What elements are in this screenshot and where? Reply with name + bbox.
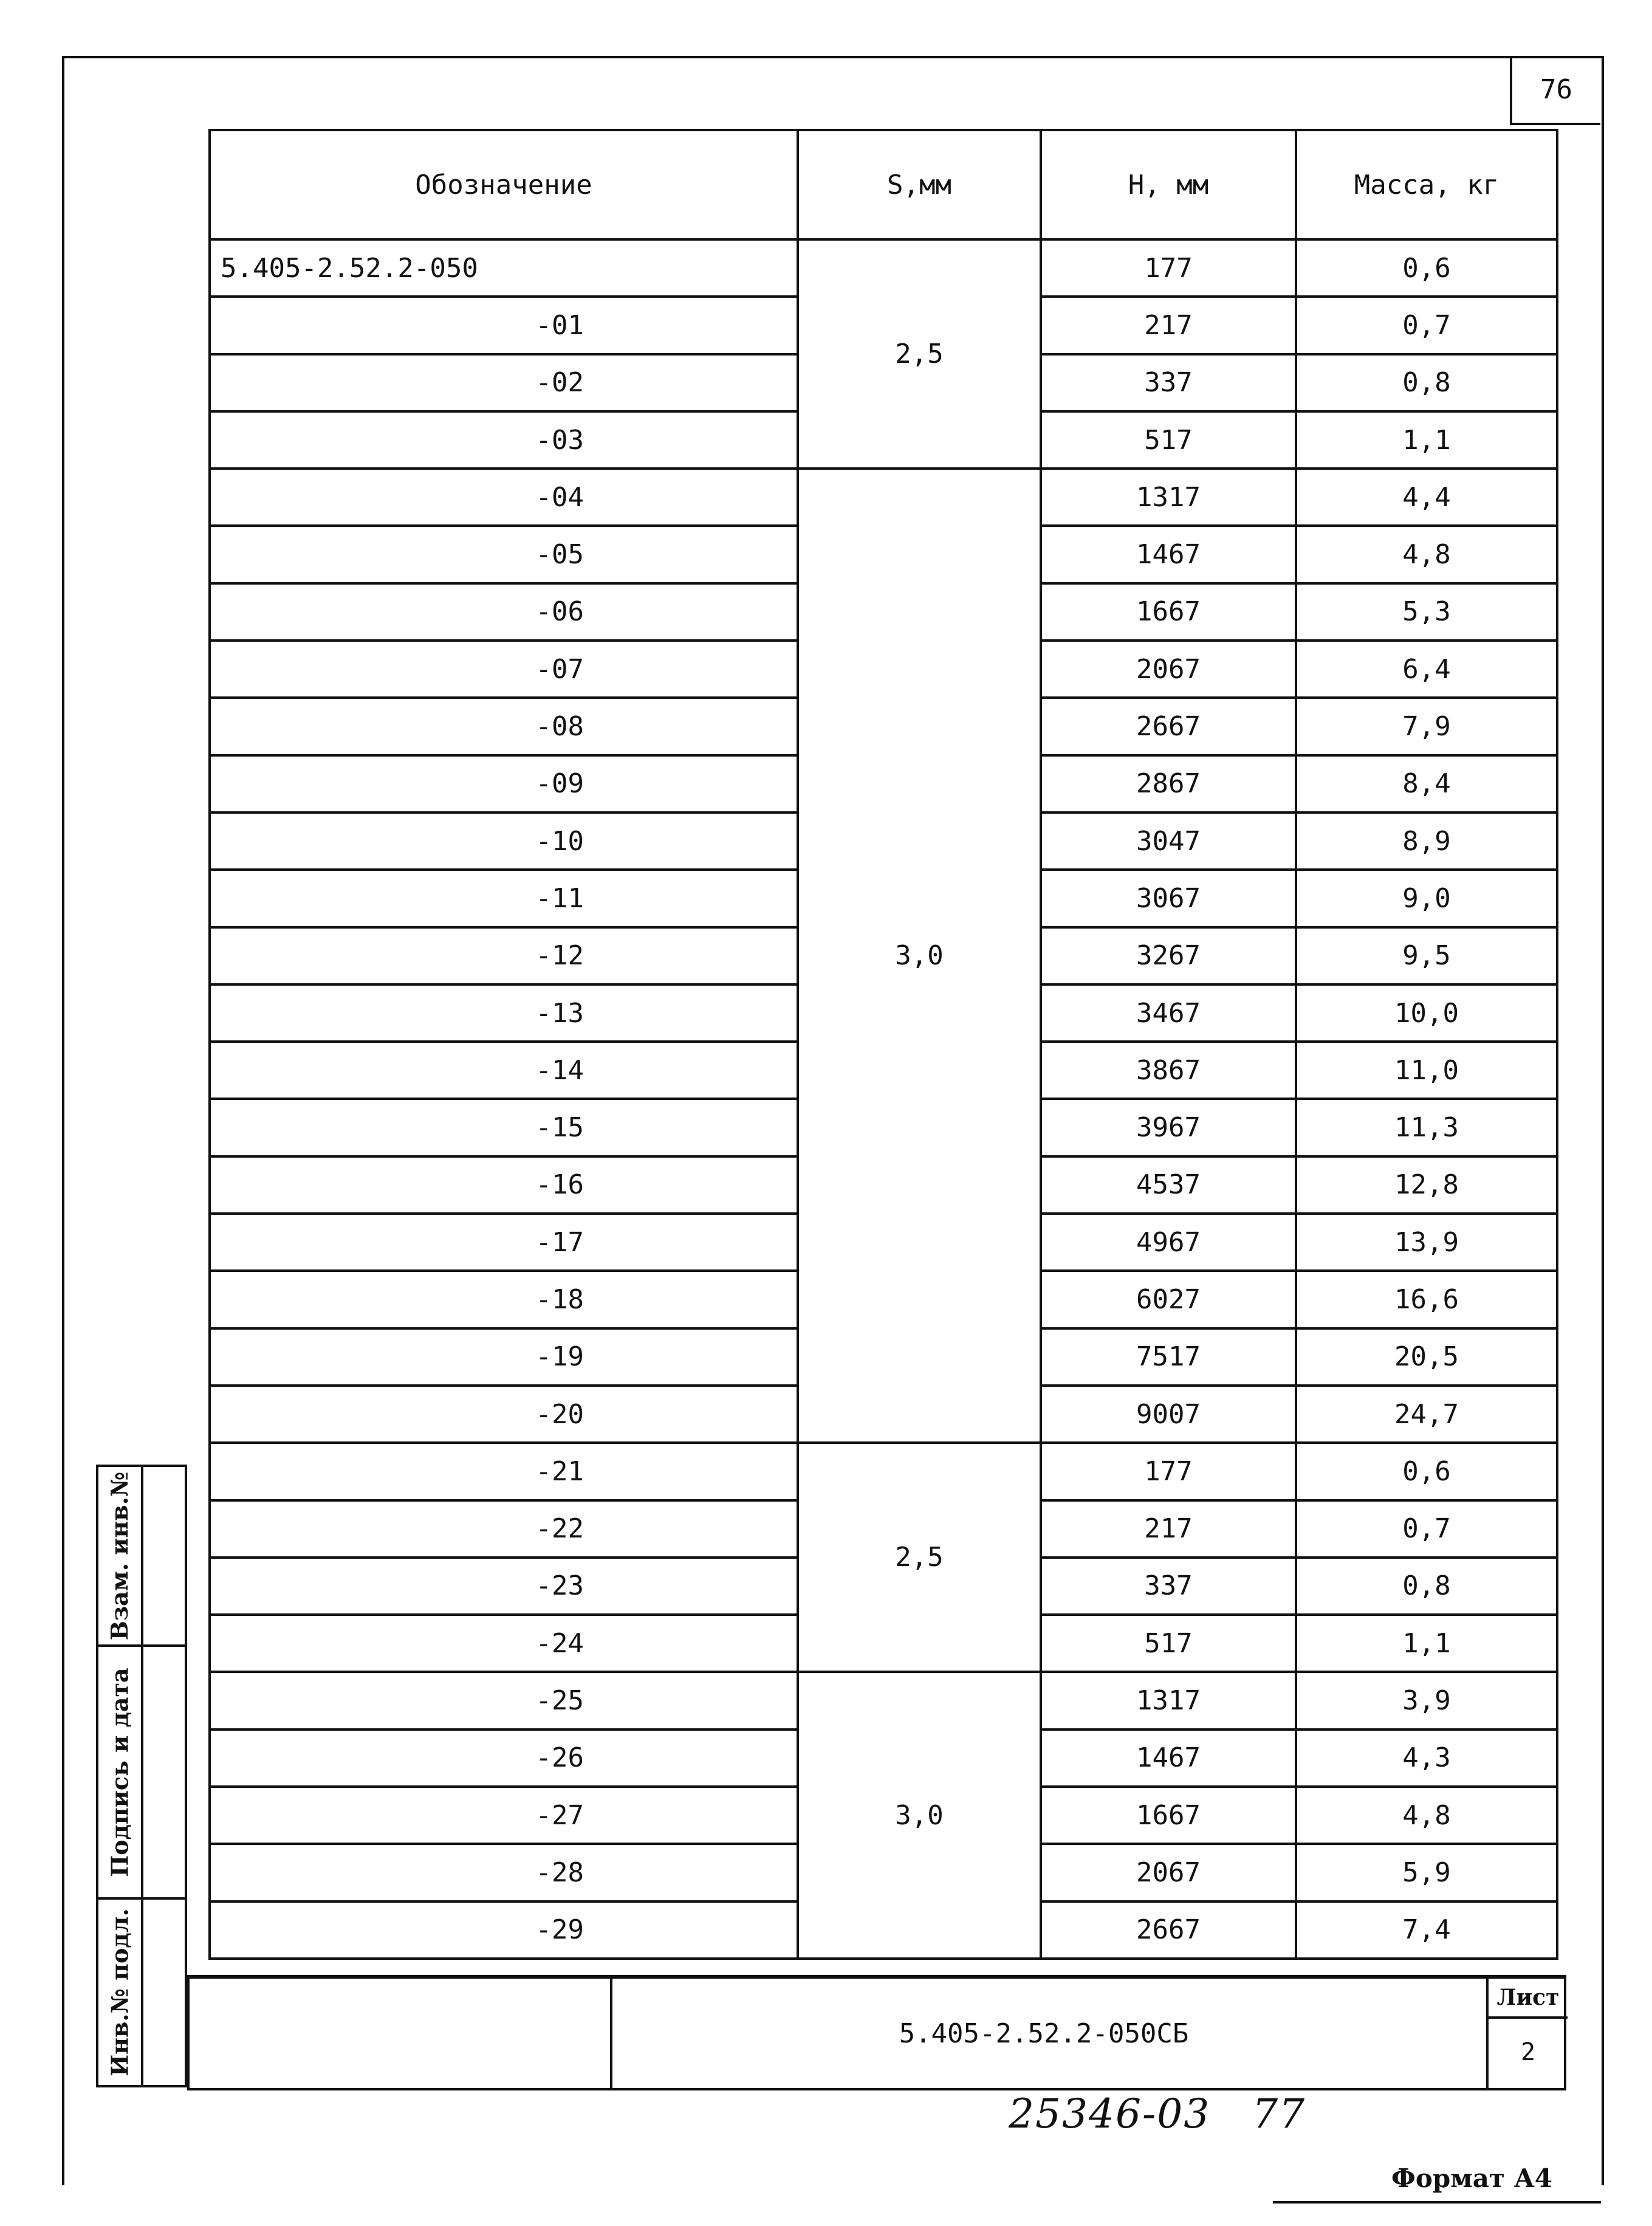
cell-h: 4537 (1041, 1156, 1296, 1214)
side-label-inv: Инв.№ подл. (106, 1908, 134, 2077)
cell-mass: 1,1 (1296, 411, 1557, 469)
cell-h: 337 (1041, 1558, 1296, 1615)
cell-h: 9007 (1041, 1386, 1296, 1443)
header-designation: Обозначение (210, 130, 798, 239)
side-cell-podpis (96, 1644, 143, 1900)
cell-mass: 0,8 (1296, 354, 1557, 411)
table-row (210, 1443, 1557, 1500)
title-block-blank (190, 1979, 612, 2088)
cell-s-group: 2,5 (798, 1443, 1041, 1672)
cell-designation: -23 (210, 1558, 798, 1615)
cell-h: 3467 (1041, 984, 1296, 1042)
cell-s-group: 2,5 (798, 239, 1041, 469)
cell-mass: 16,6 (1296, 1271, 1557, 1328)
header-s: S,мм (798, 130, 1041, 239)
cell-h: 1667 (1041, 1787, 1296, 1844)
cell-h: 6027 (1041, 1271, 1296, 1328)
cell-designation: -22 (210, 1500, 798, 1558)
cell-h: 217 (1041, 1500, 1296, 1558)
cell-mass: 9,0 (1296, 870, 1557, 927)
cell-designation: -12 (210, 927, 798, 984)
cell-mass: 12,8 (1296, 1156, 1557, 1214)
side-cell-inv (96, 1897, 143, 2087)
cell-designation: -17 (210, 1214, 798, 1271)
cell-designation: -09 (210, 755, 798, 812)
cell-mass: 0,6 (1296, 1443, 1557, 1500)
table-body (210, 239, 1557, 1959)
cell-mass: 3,9 (1296, 1672, 1557, 1729)
side-cell-vzam (96, 1465, 143, 1647)
cell-mass: 5,3 (1296, 583, 1557, 641)
cell-mass: 24,7 (1296, 1386, 1557, 1443)
cell-h: 1467 (1041, 526, 1296, 583)
cell-designation: -20 (210, 1386, 798, 1443)
cell-h: 3047 (1041, 812, 1296, 870)
cell-designation: -16 (210, 1156, 798, 1214)
cell-h: 337 (1041, 354, 1296, 411)
cell-h: 177 (1041, 239, 1296, 297)
list-label: Лист (1489, 1979, 1568, 2019)
cell-mass: 7,4 (1296, 1901, 1557, 1959)
cell-mass: 4,8 (1296, 526, 1557, 583)
cell-designation: -02 (210, 354, 798, 411)
cell-designation: -10 (210, 812, 798, 870)
cell-mass: 0,8 (1296, 1558, 1557, 1615)
cell-designation: -04 (210, 469, 798, 526)
cell-mass: 10,0 (1296, 984, 1557, 1042)
cell-designation: -07 (210, 641, 798, 698)
cell-designation: -29 (210, 1901, 798, 1959)
cell-designation: -24 (210, 1615, 798, 1672)
spec-table-container (208, 129, 1557, 2092)
cell-designation: -13 (210, 984, 798, 1042)
sheet-box-bottom (1486, 1979, 1568, 2088)
cell-h: 7517 (1041, 1328, 1296, 1386)
header-h: H, мм (1041, 130, 1296, 239)
header-mass: Масса, кг (1296, 130, 1557, 239)
table-row (210, 239, 1557, 297)
cell-h: 1467 (1041, 1730, 1296, 1787)
side-blank-1 (141, 1465, 187, 1647)
table-header-row (210, 130, 1557, 239)
cell-h: 4967 (1041, 1214, 1296, 1271)
cell-h: 2667 (1041, 698, 1296, 755)
cell-h: 3267 (1041, 927, 1296, 984)
cell-mass: 20,5 (1296, 1328, 1557, 1386)
cell-designation: -08 (210, 698, 798, 755)
cell-designation: -28 (210, 1844, 798, 1901)
cell-mass: 0,7 (1296, 1500, 1557, 1558)
cell-designation: -18 (210, 1271, 798, 1328)
cell-h: 2867 (1041, 755, 1296, 812)
format-underline (1273, 2201, 1601, 2204)
side-stamp (96, 1465, 187, 2087)
cell-designation: -05 (210, 526, 798, 583)
cell-h: 2067 (1041, 1844, 1296, 1901)
format-label: Формат А4 (1391, 2163, 1553, 2193)
cell-mass: 11,3 (1296, 1099, 1557, 1156)
cell-mass: 4,8 (1296, 1787, 1557, 1844)
cell-mass: 9,5 (1296, 927, 1557, 984)
cell-mass: 8,9 (1296, 812, 1557, 870)
cell-designation: -21 (210, 1443, 798, 1500)
cell-h: 3067 (1041, 870, 1296, 927)
cell-designation: -06 (210, 583, 798, 641)
side-blank-3 (141, 1897, 187, 2087)
cell-designation: -27 (210, 1787, 798, 1844)
cell-h: 2067 (1041, 641, 1296, 698)
handwritten-note: 25346-03 77 (1009, 2090, 1306, 2137)
side-label-vzam: Взам. инв.№ (106, 1471, 134, 1640)
cell-h: 3967 (1041, 1099, 1296, 1156)
cell-h: 517 (1041, 411, 1296, 469)
cell-h: 2667 (1041, 1901, 1296, 1959)
cell-mass: 4,4 (1296, 469, 1557, 526)
cell-h: 3867 (1041, 1042, 1296, 1099)
cell-h: 517 (1041, 1615, 1296, 1672)
cell-mass: 1,1 (1296, 1615, 1557, 1672)
cell-designation: -26 (210, 1730, 798, 1787)
document-code: 5.405-2.52.2-050СБ (899, 2018, 1189, 2049)
cell-mass: 0,7 (1296, 297, 1557, 354)
cell-s-group: 3,0 (798, 1672, 1041, 1958)
cell-mass: 6,4 (1296, 641, 1557, 698)
cell-mass: 7,9 (1296, 698, 1557, 755)
sheet-number: 76 (1510, 56, 1600, 125)
cell-h: 1317 (1041, 1672, 1296, 1729)
spec-table (208, 129, 1558, 1960)
cell-mass: 4,3 (1296, 1730, 1557, 1787)
cell-mass: 13,9 (1296, 1214, 1557, 1271)
cell-designation: 5.405-2.52.2-050 (210, 239, 798, 297)
cell-h: 217 (1041, 297, 1296, 354)
cell-h: 1667 (1041, 583, 1296, 641)
cell-mass: 0,6 (1296, 239, 1557, 297)
cell-mass: 5,9 (1296, 1844, 1557, 1901)
cell-s-group: 3,0 (798, 469, 1041, 1443)
title-block (187, 1975, 1566, 2090)
cell-mass: 8,4 (1296, 755, 1557, 812)
cell-h: 1317 (1041, 469, 1296, 526)
table-row (210, 469, 1557, 526)
cell-designation: -25 (210, 1672, 798, 1729)
list-number: 2 (1520, 2038, 1536, 2066)
cell-designation: -01 (210, 297, 798, 354)
table-row (210, 1672, 1557, 1729)
cell-h: 177 (1041, 1443, 1296, 1500)
cell-mass: 11,0 (1296, 1042, 1557, 1099)
cell-designation: -11 (210, 870, 798, 927)
side-label-podpis: Подпись и дата (106, 1667, 134, 1877)
cell-designation: -03 (210, 411, 798, 469)
cell-designation: -15 (210, 1099, 798, 1156)
side-blank-2 (141, 1644, 187, 1900)
cell-designation: -19 (210, 1328, 798, 1386)
cell-designation: -14 (210, 1042, 798, 1099)
